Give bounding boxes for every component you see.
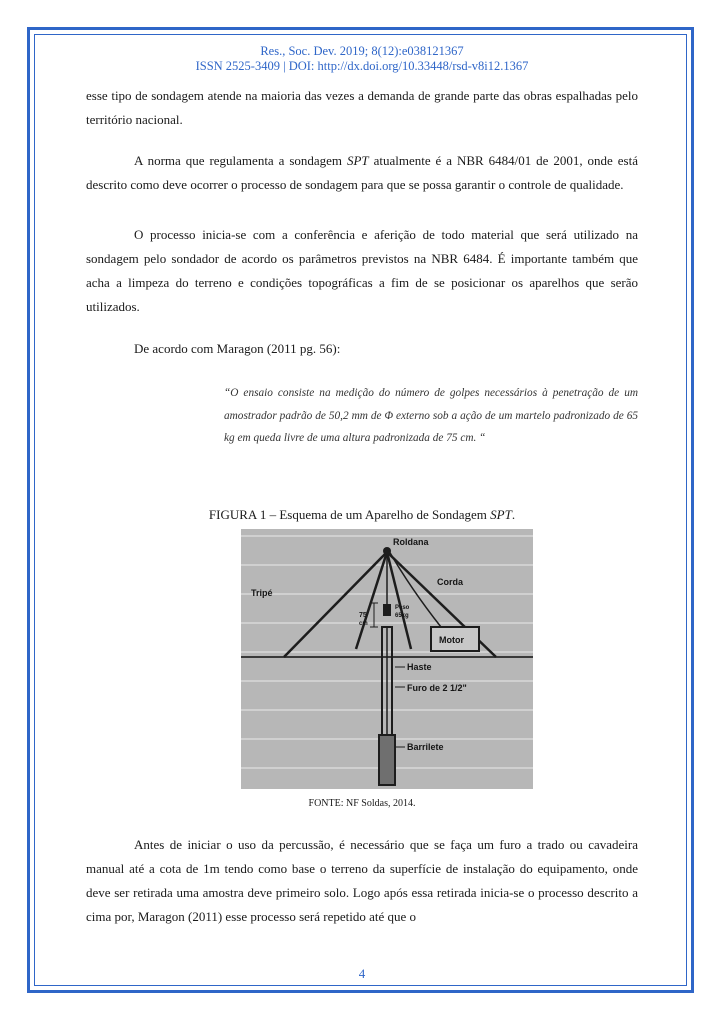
sampler-barrilete (379, 735, 395, 785)
label-roldana: Roldana (393, 537, 429, 547)
figure-caption (0, 507, 724, 523)
label-peso: Peso (395, 605, 410, 611)
paragraph-citation-intro: De acordo com Maragon (2011 pg. 56): (134, 341, 341, 356)
label-motor: Motor (439, 635, 464, 645)
paragraph-norma-text-2: atualmente é a NBR 6484/01 de 2001, onde está descrito como deve ocorrer o processo de sondagem para que se possa garantir o controle de qualidade. (86, 153, 638, 192)
label-tripe: Tripé (251, 588, 273, 598)
paragraph-percussao: Antes de iniciar o uso da percussão, é necessário que se faça um furo a trado ou cavadeira manual até a cota de 1m tendo como base o terreno da superfície de instalação do equipamento, onde deve ser retirada uma amostra deve primeiro solo. Logo após essa retirada inicia-se o processo descrito a cima por, Maragon (2011) esse processo será repetido até que o (86, 837, 638, 924)
block-quote: “O ensaio consiste na medição do número de golpes necessários à penetração de um amostrador padrão de 50,2 mm de Φ externo sob a ação de um martelo padronizado de 65 kg em queda livre de uma altura padronizada de 75 cm. “ (224, 387, 638, 444)
figure-source: FONTE: NF Soldas, 2014. (308, 798, 416, 809)
figure-caption-text: FIGURA 1 – Esquema de um Aparelho de Sondagem (208, 507, 491, 522)
journal-citation: Res., Soc. Dev. 2019; 8(12):e038121367 (260, 44, 464, 58)
label-corda: Corda (437, 577, 464, 587)
journal-issn-doi: ISSN 2525-3409 | DOI: http://dx.doi.org/10.33448/rsd-v8i12.1367 (195, 59, 529, 73)
label-peso-kg: 65kg (395, 613, 409, 619)
page-number: 4 (358, 966, 366, 981)
figure-caption-end: . (511, 507, 516, 522)
label-barrilete: Barrilete (407, 742, 444, 752)
paragraph-norma-text-1: A norma que regulamenta a sondagem (134, 153, 347, 168)
paragraph-norma (86, 149, 638, 197)
label-furo: Furo de 2 1/2" (407, 683, 467, 693)
figure-caption-spt: SPT (490, 507, 512, 522)
spt-term: SPT (346, 153, 369, 168)
paragraph-continuation: esse tipo de sondagem atende na maioria das vezes a demanda de grande parte das obras espalhadas pelo território nacional. (86, 88, 638, 127)
spt-apparatus-figure (241, 529, 533, 789)
paragraph-processo: O processo inicia-se com a conferência e aferição de todo material que será utilizado na sondagem pelo sondador de acordo os parâmetros previstos na NBR 6484. É importante também que acha a limpeza do terreno e condições topográficas a fim de se posicionar os aparelhos que serão utilizados. (86, 227, 638, 314)
hammer-weight-icon (383, 604, 391, 616)
label-height-unit: cm (359, 621, 368, 627)
label-haste: Haste (407, 662, 432, 672)
label-height: 75 (359, 612, 367, 619)
